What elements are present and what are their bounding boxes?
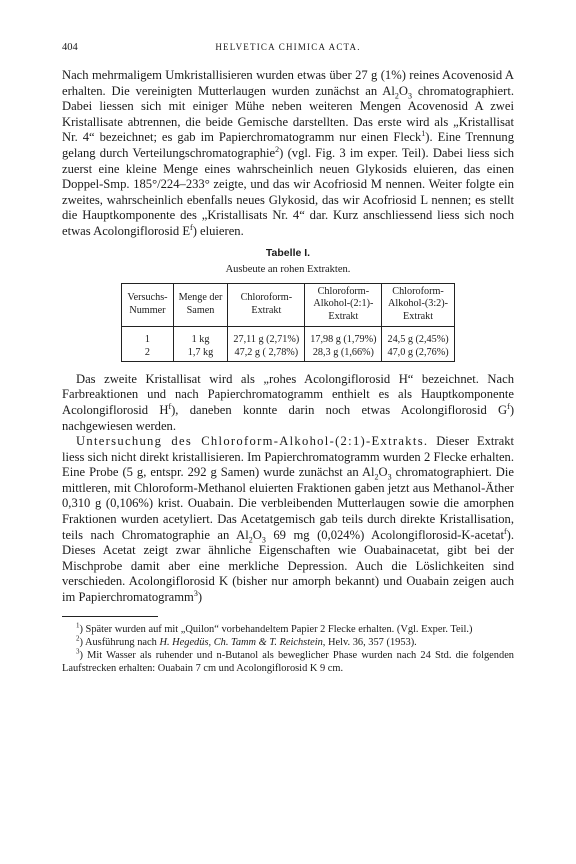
journal-title: HELVETICA CHIMICA ACTA.	[215, 42, 361, 52]
table-row	[122, 326, 454, 346]
running-header	[62, 42, 514, 58]
table-cell: 17,98 g (1,79%)	[305, 326, 382, 346]
journal-page	[62, 42, 514, 675]
page-number: 404	[62, 42, 78, 53]
header-versuchs-nummer: Versuchs- Nummer	[122, 283, 173, 326]
header-menge-samen: Menge der Samen	[173, 283, 228, 326]
table-subtitle: Ausbeute an rohen Extrakten.	[225, 264, 351, 276]
header-chloroform-extrakt: Chloroform- Extrakt	[228, 283, 305, 326]
table-cell: 1 kg	[173, 326, 228, 346]
table-cell: 1,7 kg	[173, 346, 228, 362]
footnote-3: $^3$) Mit Wasser als ruhender und n-Butanol als beweglicher Phase wurden nach 24 Std. die folgenden Laufstrecken erhalten: Ouabain 7 cm und Acolongiflorosid K 9 cm.	[62, 647, 514, 674]
footnote-ref: 1	[421, 129, 426, 139]
footnote-ref: 2	[275, 144, 280, 154]
table-cell: 28,3 g (1,66%)	[305, 346, 382, 362]
footnote-divider	[62, 616, 158, 617]
header-chloroform-alkohol-3-2: Chloroform- Alkohol-(3:2)- Extrakt	[382, 283, 454, 326]
table-cell: 47,2 g ( 2,78%)	[228, 346, 305, 362]
yield-table	[121, 283, 454, 362]
paragraph-3: Untersuchung des Chloroform-Alkohol-(2:1)-Extrakts. Dieser Extrakt liess sich nicht direkt kristallisieren. Im Papierchromatogramm wurden 2 Flecke erhalten. Eine Probe (5 g, entspr. 292 g Samen) wurde zunächst an $Al_2O_3$ chromatographiert. Die mittleren, mit Chloroform-Methanol eluierten Fraktionen gaben jetzt aus Methanol-Äther 0,310 g (0,106%) krist. Ouabain. Die verbleibenden Mutterlaugen sowie die amorphen Fraktionen wurden acetyliert. Das Acetatgemisch gab teils durch direkte Kristallisation, teils nach Chromatographie an $Al_2O_3$ 69 mg (0,024%) Acolongiflorosid-K-acetat$^f$). Dieses Acetat zeigt zwar ähnliche Eigenschaften wie Ouabainacetat, gibt bei der Mischprobe damit aber eine merkliche Depression. Auch die Löslichkeiten sind verschieden. Acolongiflorosid K (bisher nur amorph bekannt) und Ouabain zeigen auch im Papierchromatogramm$^3$)	[62, 434, 514, 605]
table-header-row	[122, 283, 454, 326]
table-row	[122, 346, 454, 362]
table-cell: 1	[122, 326, 173, 346]
paragraph-1: Nach mehrmaligem Umkristallisieren wurden etwas über 27 g (1%) reines Acovenosid A erhalten. Die vereinigten Mutterlaugen wurden zunächst an $Al_2O_3$ chromatographiert. Dabei liessen sich mit einiger Mühe neben weiteren Mengen Acovenosid A zwei Kristallisate abtrennen, die beide Gemische darstellten. Das erste wird als „Kristallisat Nr. 4“ bezeichnet; es gab im Papierchromatogramm nur einen Fleck$^1$). Eine Trennung gelang durch Verteilungschromatographie$^2$) (vgl. Fig. 3 im exper. Teil). Dabei liess sich zuerst eine kleine Menge eines wahrscheinlich neuen Glykosids eluieren, das einen Doppel-Smp. 185°/224–233° zeigte, und das wir Acofriosid M nennen. Weiter folgte ein zweites, wahrscheinlich ebenfalls neues Glykosid, das wir Acofriosid L nennen; es stellt die Hauptkomponente des „Kristallisats Nr. 4“ dar. Kurz anschliessend liess sich noch etwas Acolongiflorosid $E^f$) eluieren.	[62, 68, 515, 238]
footnote-1: $^1$) Später wurden auf mit „Quilon“ vorbehandeltem Papier 2 Flecke erhalten. (Vgl. Exper. Teil.)	[76, 621, 473, 635]
table-title: Tabelle I.	[265, 246, 311, 259]
footnotes	[62, 623, 514, 675]
table-cell: 24,5 g (2,45%)	[382, 326, 454, 346]
table-cell: 27,11 g (2,71%)	[228, 326, 305, 346]
footnote-ref: 3	[193, 588, 198, 598]
table-cell: 2	[122, 346, 173, 362]
section-heading: Untersuchung des Chloroform-Alkohol-(2:1)-Extrakts.	[76, 434, 429, 449]
paragraph-2: Das zweite Kristallisat wird als „rohes Acolongiflorosid H“ bezeichnet. Nach Farbreaktionen und nach Papierchromatogramm enthielt es als Hauptkomponente Acolongiflorosid $H^f$), daneben konnte darin noch etwas Acolongiflorosid $G^f$) nachgewiesen werden.	[62, 371, 515, 433]
article-body	[62, 68, 514, 606]
footnote-2: $^2$) Ausführung nach H. Hegedüs, Ch. Tamm & T. Reichstein, Helv. 36, 357 (1953).	[76, 634, 417, 648]
table-cell: 47,0 g (2,76%)	[382, 346, 454, 362]
table-caption	[62, 246, 514, 278]
header-chloroform-alkohol-2-1: Chloroform- Alkohol-(2:1)- Extrakt	[305, 283, 382, 326]
